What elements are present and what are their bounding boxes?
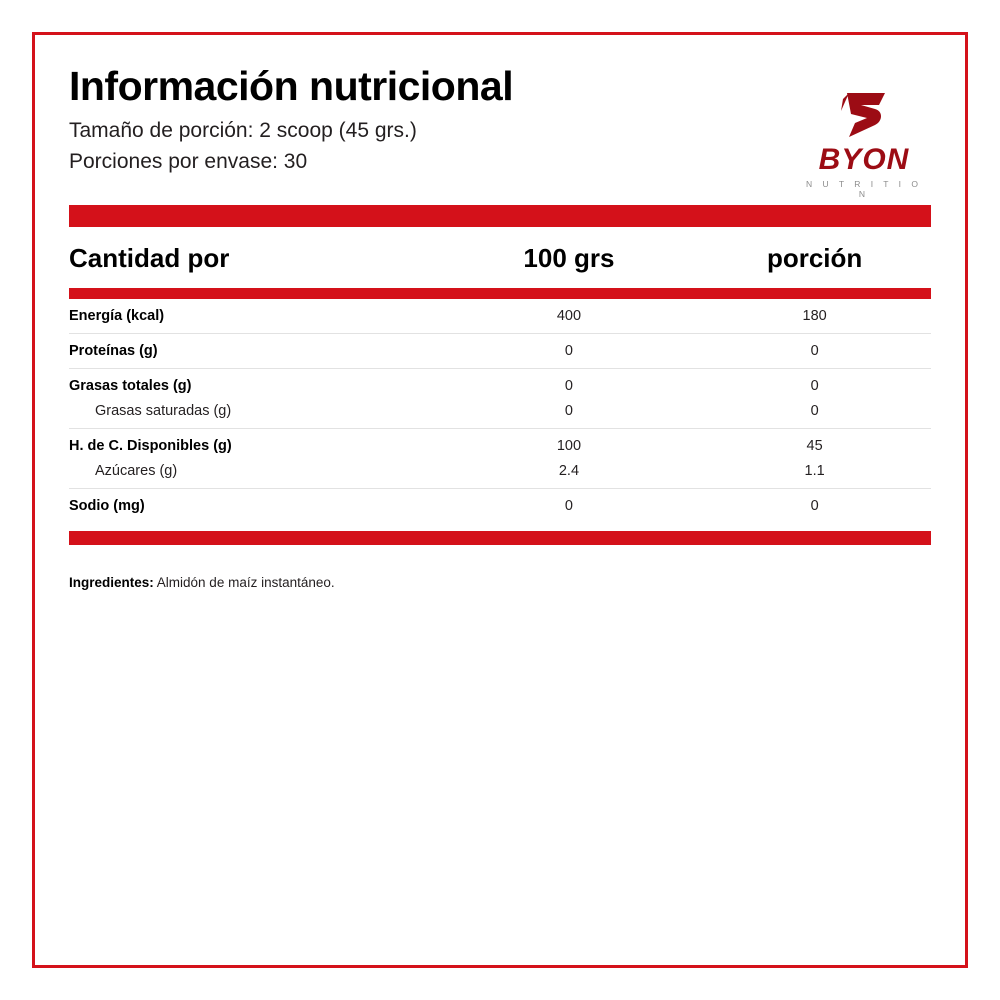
nutrient-subvalue-100g: 0 [564,403,573,419]
servings-per-container-text: Porciones por envase: 30 [69,149,308,173]
column-header-100g: 100 grs [523,243,615,273]
table-row [69,369,931,404]
nutrient-value-portion: 0 [810,343,819,359]
nutrient-value-portion: 0 [810,498,819,514]
serving-size-text: Tamaño de porción: 2 scoop (45 grs.) [69,119,417,143]
table-subrow [69,403,931,428]
byon-b-mark-icon [827,91,901,143]
table-row [69,429,931,464]
table-row [69,299,931,333]
table-row [69,489,931,524]
nutrient-subvalue-portion: 0 [810,403,819,419]
nutrient-label: Proteínas (g) [69,343,158,359]
nutrient-value-100g: 400 [556,308,582,324]
nutrient-value-portion: 0 [810,378,819,394]
nutrient-value-100g: 0 [564,343,573,359]
label-content [69,63,931,945]
nutrient-value-100g: 0 [564,498,573,514]
nutrient-subvalue-portion: 1.1 [804,463,825,479]
nutrient-value-100g: 100 [556,438,582,454]
byon-tagline: N U T R I T I O N [805,179,923,199]
byon-logo [799,91,929,199]
nutrient-label: Energía (kcal) [69,308,165,324]
page-title: Información nutricional [69,63,514,109]
nutrient-subvalue-100g: 2.4 [558,463,580,479]
label-header [69,63,931,199]
nutrition-table-body [69,299,931,523]
ingredients-heading: Ingredientes: [69,575,154,590]
nutrient-label: Grasas totales (g) [69,378,192,394]
column-header-amount: Cantidad por [69,243,230,273]
nutrient-label: H. de C. Disponibles (g) [69,438,232,454]
byon-wordmark: BYON [818,143,910,176]
nutrient-sublabel: Azúcares (g) [95,463,178,479]
nutrient-value-portion: 45 [806,438,823,454]
divider-bar-header [69,288,931,299]
table-subrow [69,463,931,488]
column-header-portion: porción [766,243,863,273]
ingredients-text: Almidón de maíz instantáneo. [156,575,335,590]
label-border-frame [32,32,968,968]
ingredients-section [69,575,931,590]
divider-bar-top [69,205,931,227]
divider-bar-bottom [69,531,931,545]
nutrient-label: Sodio (mg) [69,498,145,514]
nutrient-value-100g: 0 [564,378,573,394]
nutrient-sublabel: Grasas saturadas (g) [95,403,232,419]
nutrient-value-portion: 180 [802,308,827,324]
nutrition-table [69,227,931,288]
table-header-row [69,227,931,288]
table-row [69,334,931,369]
